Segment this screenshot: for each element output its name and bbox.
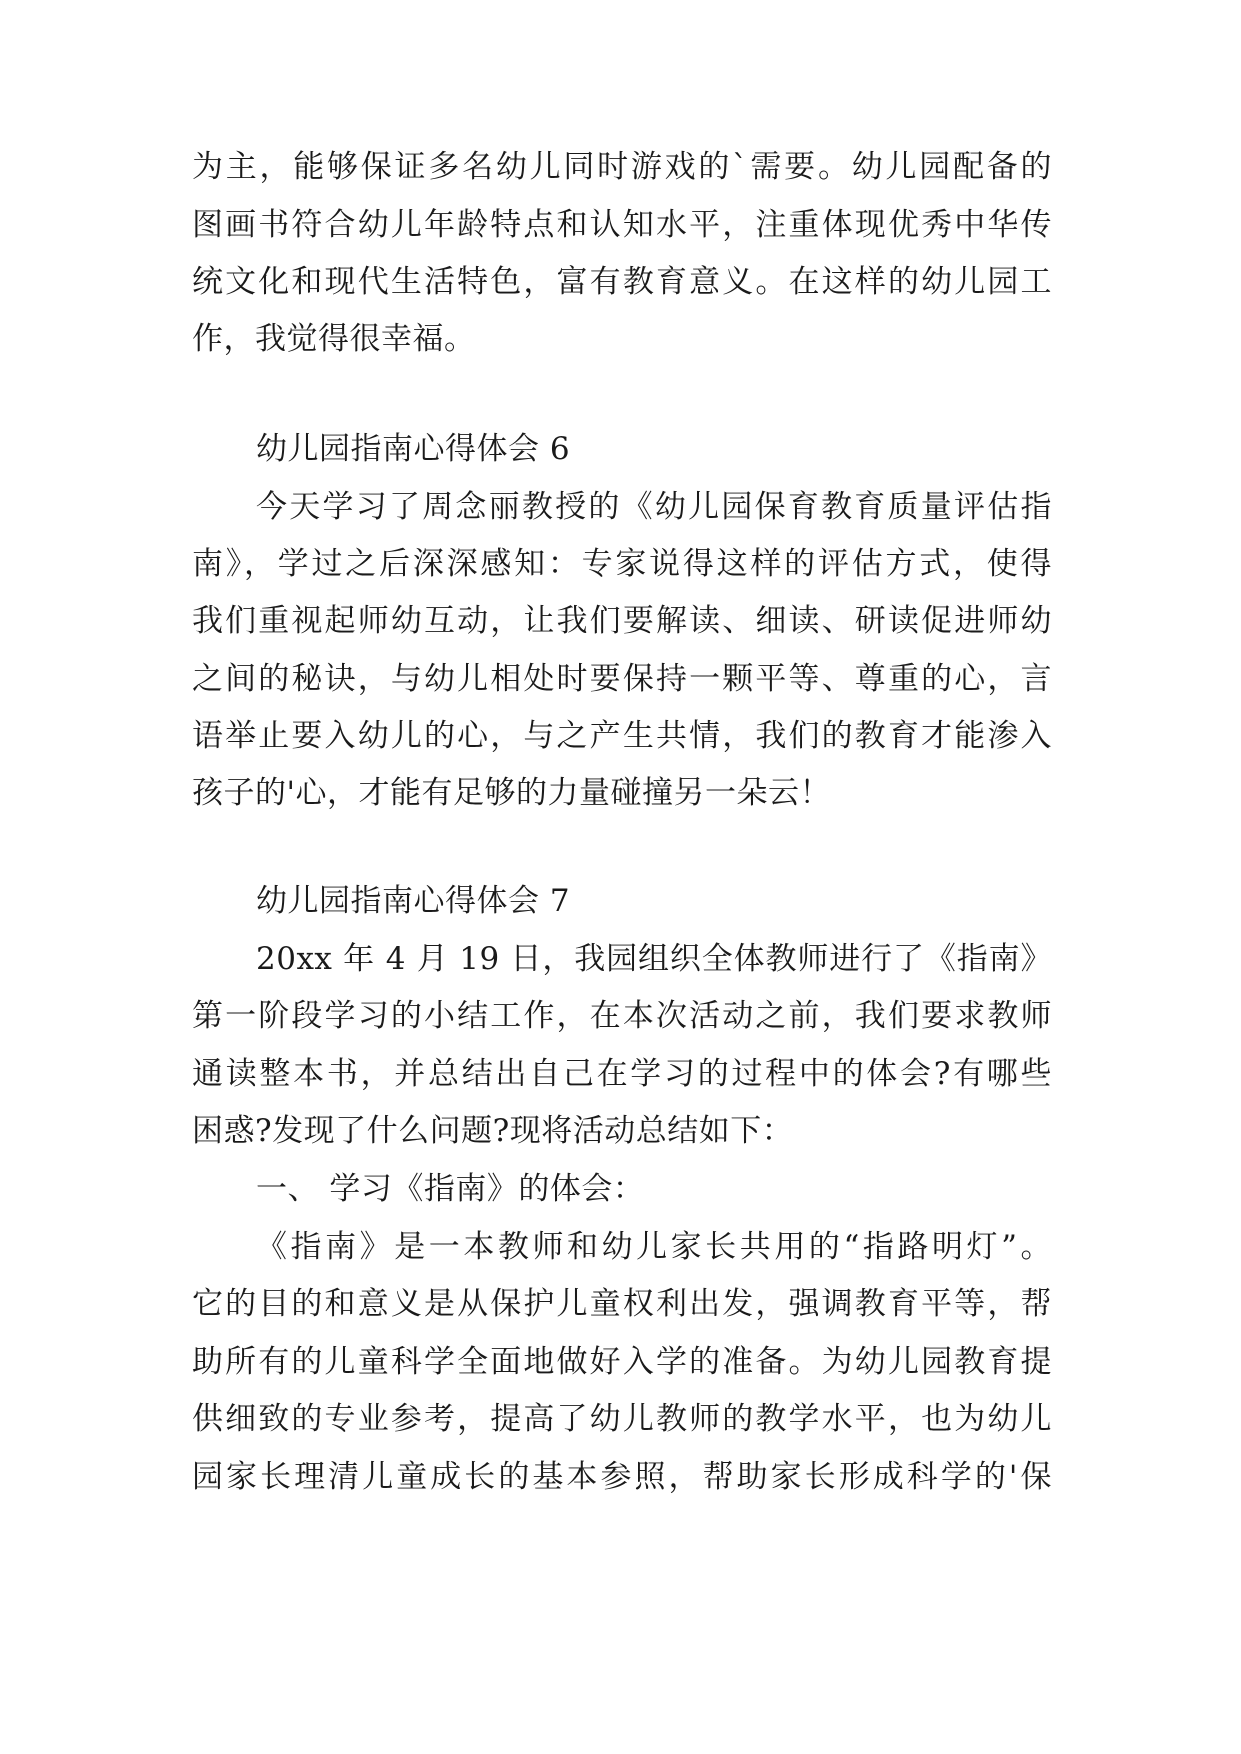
paragraph-line: 图画书符合幼儿年龄特点和认知水平，注重体现优秀中华传 xyxy=(192,207,1052,243)
paragraph-line: 今天学习了周念丽教授的《幼儿园保育教育质量评估指 xyxy=(256,489,1052,525)
paragraph-line: 统文化和现代生活特色，富有教育意义。在这样的幼儿园工 xyxy=(192,264,1052,300)
paragraph-line: 困惑?发现了什么问题?现将活动总结如下： xyxy=(192,1113,794,1149)
paragraph-line: 助所有的儿童科学全面地做好入学的准备。为幼儿园教育提 xyxy=(192,1344,1052,1380)
paragraph-line: 20xx 年 4 月 19 日，我园组织全体教师进行了《指南》 xyxy=(256,941,1052,977)
paragraph-line: 供细致的专业参考，提高了幼儿教师的教学水平，也为幼儿 xyxy=(192,1401,1052,1437)
paragraph-line: 为主，能够保证多名幼儿同时游戏的`需要。幼儿园配备的 xyxy=(192,149,1052,185)
paragraph-line: 之间的秘诀，与幼儿相处时要保持一颗平等、尊重的心，言 xyxy=(192,661,1052,697)
paragraph-line: 第一阶段学习的小结工作，在本次活动之前，我们要求教师 xyxy=(192,998,1052,1034)
paragraph-line: 《指南》是一本教师和幼儿家长共用的“指路明灯”。 xyxy=(256,1229,1052,1265)
paragraph-line: 它的目的和意义是从保护儿童权利出发，强调教育平等，帮 xyxy=(192,1286,1052,1322)
paragraph-line: 通读整本书，并总结出自己在学习的过程中的体会?有哪些 xyxy=(192,1056,1052,1092)
paragraph-line: 园家长理清儿童成长的基本参照，帮助家长形成科学的'保 xyxy=(192,1459,1052,1495)
subsection-heading: 一、 学习《指南》的体会： xyxy=(256,1171,645,1207)
paragraph-line: 南》，学过之后深深感知：专家说得这样的评估方式，使得 xyxy=(192,546,1052,582)
section-heading: 幼儿园指南心得体会 6 xyxy=(256,431,571,467)
paragraph-line: 孩子的'心，才能有足够的力量碰撞另一朵云！ xyxy=(192,775,832,811)
paragraph-line: 作，我觉得很幸福。 xyxy=(192,321,476,357)
section-heading: 幼儿园指南心得体会 7 xyxy=(256,883,571,919)
paragraph-line: 我们重视起师幼互动，让我们要解读、细读、研读促进师幼 xyxy=(192,603,1052,639)
paragraph-line: 语举止要入幼儿的心，与之产生共情，我们的教育才能渗入 xyxy=(192,718,1052,754)
